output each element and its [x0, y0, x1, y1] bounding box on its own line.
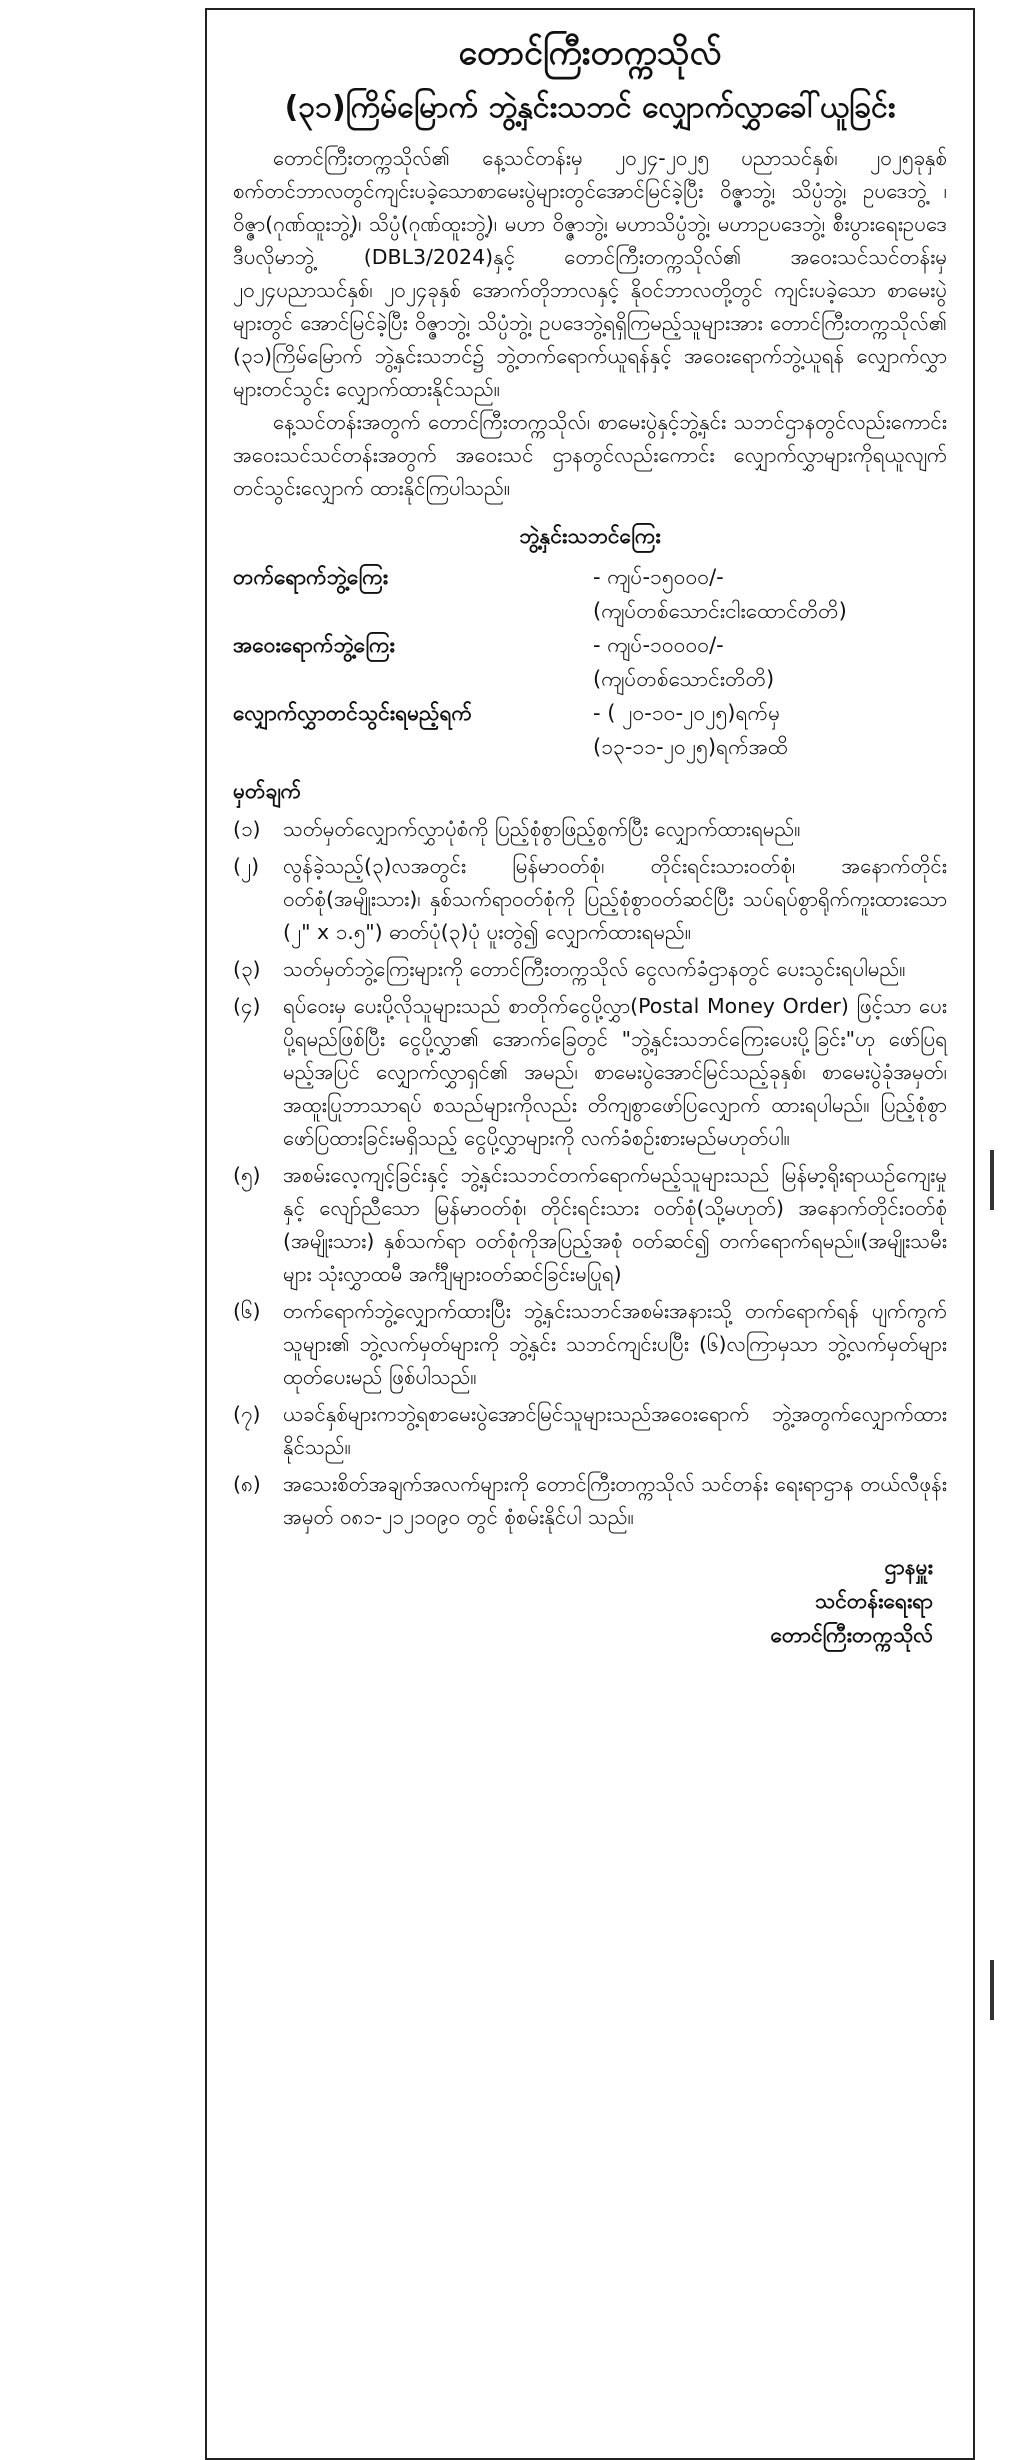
- notes-list: [233, 813, 947, 1534]
- intro-paragraph: တောင်ကြီးတက္ကသိုလ်၏ နေ့သင်တန်းမှ ၂၀၂၄-၂၀၂၅ ပညာသင်နှစ်၊ ၂၀၂၅ခုနှစ် စက်တင်ဘာလတွင်ကျင်းပခဲ့သောစာမေးပွဲများတွင်အောင်မြင်ခဲ့ပြီး ဝိဇ္ဇာဘွဲ့၊ သိပ္ပံဘွဲ့၊ ဥပဒေဘွဲ့ ၊ ဝိဇ္ဇာ(ဂုဏ်ထူးဘွဲ့)၊ သိပ္ပံ(ဂုဏ်ထူးဘွဲ့)၊ မဟာ ဝိဇ္ဇာဘွဲ့၊ မဟာသိပ္ပံဘွဲ့၊ မဟာဥပဒေဘွဲ့၊ စီးပွားရေးဥပဒေဒီပလိုမာဘွဲ့ (DBL3/2024)နှင့် တောင်ကြီးတက္ကသိုလ်၏ အဝေးသင်သင်တန်းမှ ၂၀၂၄ပညာသင်နှစ်၊ ၂၀၂၄ခုနှစ် အောက်တိုဘာလနှင့် နိုဝင်ဘာလတို့တွင် ကျင်းပခဲ့သော စာမေးပွဲများတွင် အောင်မြင်ခဲ့ပြီး ဝိဇ္ဇာဘွဲ့၊ သိပ္ပံဘွဲ့၊ ဥပဒေဘွဲ့ရရှိကြမည့်သူများအား တောင်ကြီးတက္ကသိုလ်၏ (၃၁)ကြိမ်မြောက် ဘွဲ့နှင်းသဘင်၌ ဘွဲ့တက်ရောက်ယူရန်နှင့် အဝေးရောက်ဘွဲ့ယူရန် လျှောက်လွှာများတင်သွင်း လျှောက်ထားနိုင်သည်။: [233, 146, 947, 401]
- fee-value-words: (ကျပ်တစ်သောင်းငါးထောင်တိတိ): [593, 599, 847, 623]
- note-number: (၈): [233, 1472, 261, 1496]
- signature-title: ဌာနမှူး: [884, 1555, 933, 1579]
- note-item: [233, 1398, 947, 1464]
- note-text: ယခင်နှစ်များကဘွဲ့ရစာမေးပွဲအောင်မြင်သူများသည်အဝေးရောက် ဘွဲ့အတွက်လျှောက်ထားနိုင်သည်။: [283, 1402, 947, 1459]
- signature-university: တောင်ကြီးတက္ကသိုလ်: [770, 1623, 933, 1647]
- announcement-title: တောင်ကြီးတက္ကသိုလ်: [458, 33, 722, 73]
- note-item: [233, 953, 947, 986]
- note-number: (၃): [233, 957, 261, 981]
- fee-label: လျှောက်လွှာတင်သွင်းရမည့်ရက်: [233, 701, 473, 725]
- fee-heading: ဘွဲ့နှင်းသဘင်ကြေး: [519, 524, 661, 548]
- fee-label: တက်ရောက်ဘွဲ့ကြေး: [233, 565, 389, 589]
- note-item: [233, 1159, 947, 1291]
- fee-section: [233, 560, 947, 764]
- note-item: [233, 1295, 947, 1394]
- note-item: [233, 1468, 947, 1534]
- note-item: [233, 850, 947, 949]
- note-number: (၂): [233, 854, 260, 878]
- note-item: [233, 813, 947, 846]
- note-item: [233, 990, 947, 1155]
- note-text: လွန်ခဲ့သည့်(၃)လအတွင်း မြန်မာဝတ်စုံ၊ တိုင်းရင်းသားဝတ်စုံ၊ အနောက်တိုင်းဝတ်စုံ(အမျိုးသား)၊ နှစ်သက်ရာဝတ်စုံကို ပြည့်စုံစွာဝတ်ဆင်ပြီး သပ်ရပ်စွာရိုက်ကူးထားသော (၂" x ၁.၅") ဓာတ်ပုံ(၃)ပုံ ပူးတွဲ၍ လျှောက်ထားရမည်။: [283, 854, 947, 944]
- note-text: အသေးစိတ်အချက်အလက်များကို တောင်ကြီးတက္ကသိုလ် သင်တန်း ရေးရာဌာန တယ်လီဖုန်းအမှတ် ၀၈၁-၂၁၂၁၀၉၀ တွင် စုံစမ်းနိုင်ပါ သည်။: [283, 1472, 947, 1529]
- deadline-end: (၁၃-၁၁-၂၀၂၅)ရက်အထိ: [593, 735, 789, 759]
- note-number: (၁): [233, 817, 261, 841]
- announcement-subtitle: (၃၁)ကြိမ်မြောက် ဘွဲ့နှင်းသဘင် လျှောက်လွှာခေါ်ယူခြင်း: [284, 90, 896, 125]
- signature-department: သင်တန်းရေးရာ: [814, 1589, 933, 1613]
- fee-row-absentia: [233, 628, 947, 696]
- application-paragraph: နေ့သင်တန်းအတွက် တောင်ကြီးတက္ကသိုလ်၊ စာမေးပွဲနှင့်ဘွဲ့နှင်း သဘင်ဌာနတွင်လည်းကောင်း အဝေးသင်သင်တန်းအတွက် အဝေးသင် ဌာနတွင်လည်းကောင်း လျှောက်လွှာများကိုရယူလျက် တင်သွင်းလျှောက် ထားနိုင်ကြပါသည်။: [233, 410, 947, 500]
- adjacent-column-border: [990, 1960, 994, 2020]
- fee-value-words: (ကျပ်တစ်သောင်းတိတိ): [593, 667, 775, 691]
- note-number: (၆): [233, 1299, 261, 1323]
- note-number: (၄): [233, 994, 261, 1018]
- announcement-frame: [205, 8, 975, 2460]
- fee-label: အဝေးရောက်ဘွဲ့ကြေး: [233, 633, 395, 657]
- fee-value: - ကျပ်-၁၅၀၀၀/-: [593, 565, 724, 589]
- fee-row-deadline: [233, 696, 947, 764]
- notes-heading: မှတ်ချက်: [233, 779, 302, 803]
- adjacent-column-border: [990, 1150, 994, 1210]
- note-text: သတ်မှတ်ဘွဲ့ကြေးများကို တောင်ကြီးတက္ကသိုလ် ငွေလက်ခံဌာနတွင် ပေးသွင်းရပါမည်။: [283, 957, 906, 981]
- note-text: တက်ရောက်ဘွဲ့လျှောက်ထားပြီး ဘွဲ့နှင်းသဘင်အစမ်းအနားသို့ တက်ရောက်ရန် ပျက်ကွက်သူများ၏ ဘွဲ့လက်မှတ်များကို ဘွဲ့နှင်း သဘင်ကျင်းပပြီး (၆)လကြာမှသာ ဘွဲ့လက်မှတ်များ ထုတ်ပေးမည် ဖြစ်ပါသည်။: [283, 1299, 947, 1389]
- note-number: (၅): [233, 1163, 261, 1187]
- note-number: (၇): [233, 1402, 261, 1426]
- note-text: သတ်မှတ်လျှောက်လွှာပုံစံကို ပြည့်စုံစွာဖြည့်စွက်ပြီး လျှောက်ထားရမည်။: [283, 817, 801, 841]
- fee-row-attend: [233, 560, 947, 628]
- note-text: အစမ်းလေ့ကျင့်ခြင်းနှင့် ဘွဲ့နှင်းသဘင်တက်ရောက်မည့်သူများသည် မြန်မာ့ရိုးရာယဉ်ကျေးမှုနှင့် လျော်ညီသော မြန်မာဝတ်စုံ၊ တိုင်းရင်းသား ဝတ်စုံ(သို့မဟုတ်) အနောက်တိုင်းဝတ်စုံ (အမျိုးသား) နှစ်သက်ရာ ဝတ်စုံကိုအပြည့်အစုံ ဝတ်ဆင်၍ တက်ရောက်ရမည်။(အမျိုးသမီးများ သုံးလွှာထမီ အင်္ကျီများဝတ်ဆင်ခြင်းမပြုရ): [283, 1163, 947, 1286]
- deadline-start: - ( ၂၀-၁၀-၂၀၂၅)ရက်မှ: [593, 701, 781, 725]
- note-text: ရပ်ဝေးမှ ပေးပို့လိုသူများသည် စာတိုက်ငွေပို့လွှာ(Postal Money Order) ဖြင့်သာ ပေးပို့ရမည်ဖြစ်ပြီး ငွေပို့လွှာ၏ အောက်ခြေတွင် "ဘွဲ့နှင်းသဘင်ကြေးပေးပို့ခြင်း"ဟု ဖော်ပြရမည့်အပြင် လျှောက်လွှာရှင်၏ အမည်၊ စာမေးပွဲအောင်မြင်သည့်ခုနှစ်၊ စာမေးပွဲခုံအမှတ်၊ အထူးပြုဘာသာရပ် စသည်များကိုလည်း တိကျစွာဖော်ပြလျှောက် ထားရပါမည်။ ပြည့်စုံစွာဖော်ပြထားခြင်းမရှိသည့် ငွေပို့လွှာများကို လက်ခံစဉ်းစားမည်မဟုတ်ပါ။: [283, 994, 947, 1150]
- fee-value: - ကျပ်-၁၀၀၀၀/-: [593, 633, 724, 657]
- signature-block: [233, 1550, 947, 1652]
